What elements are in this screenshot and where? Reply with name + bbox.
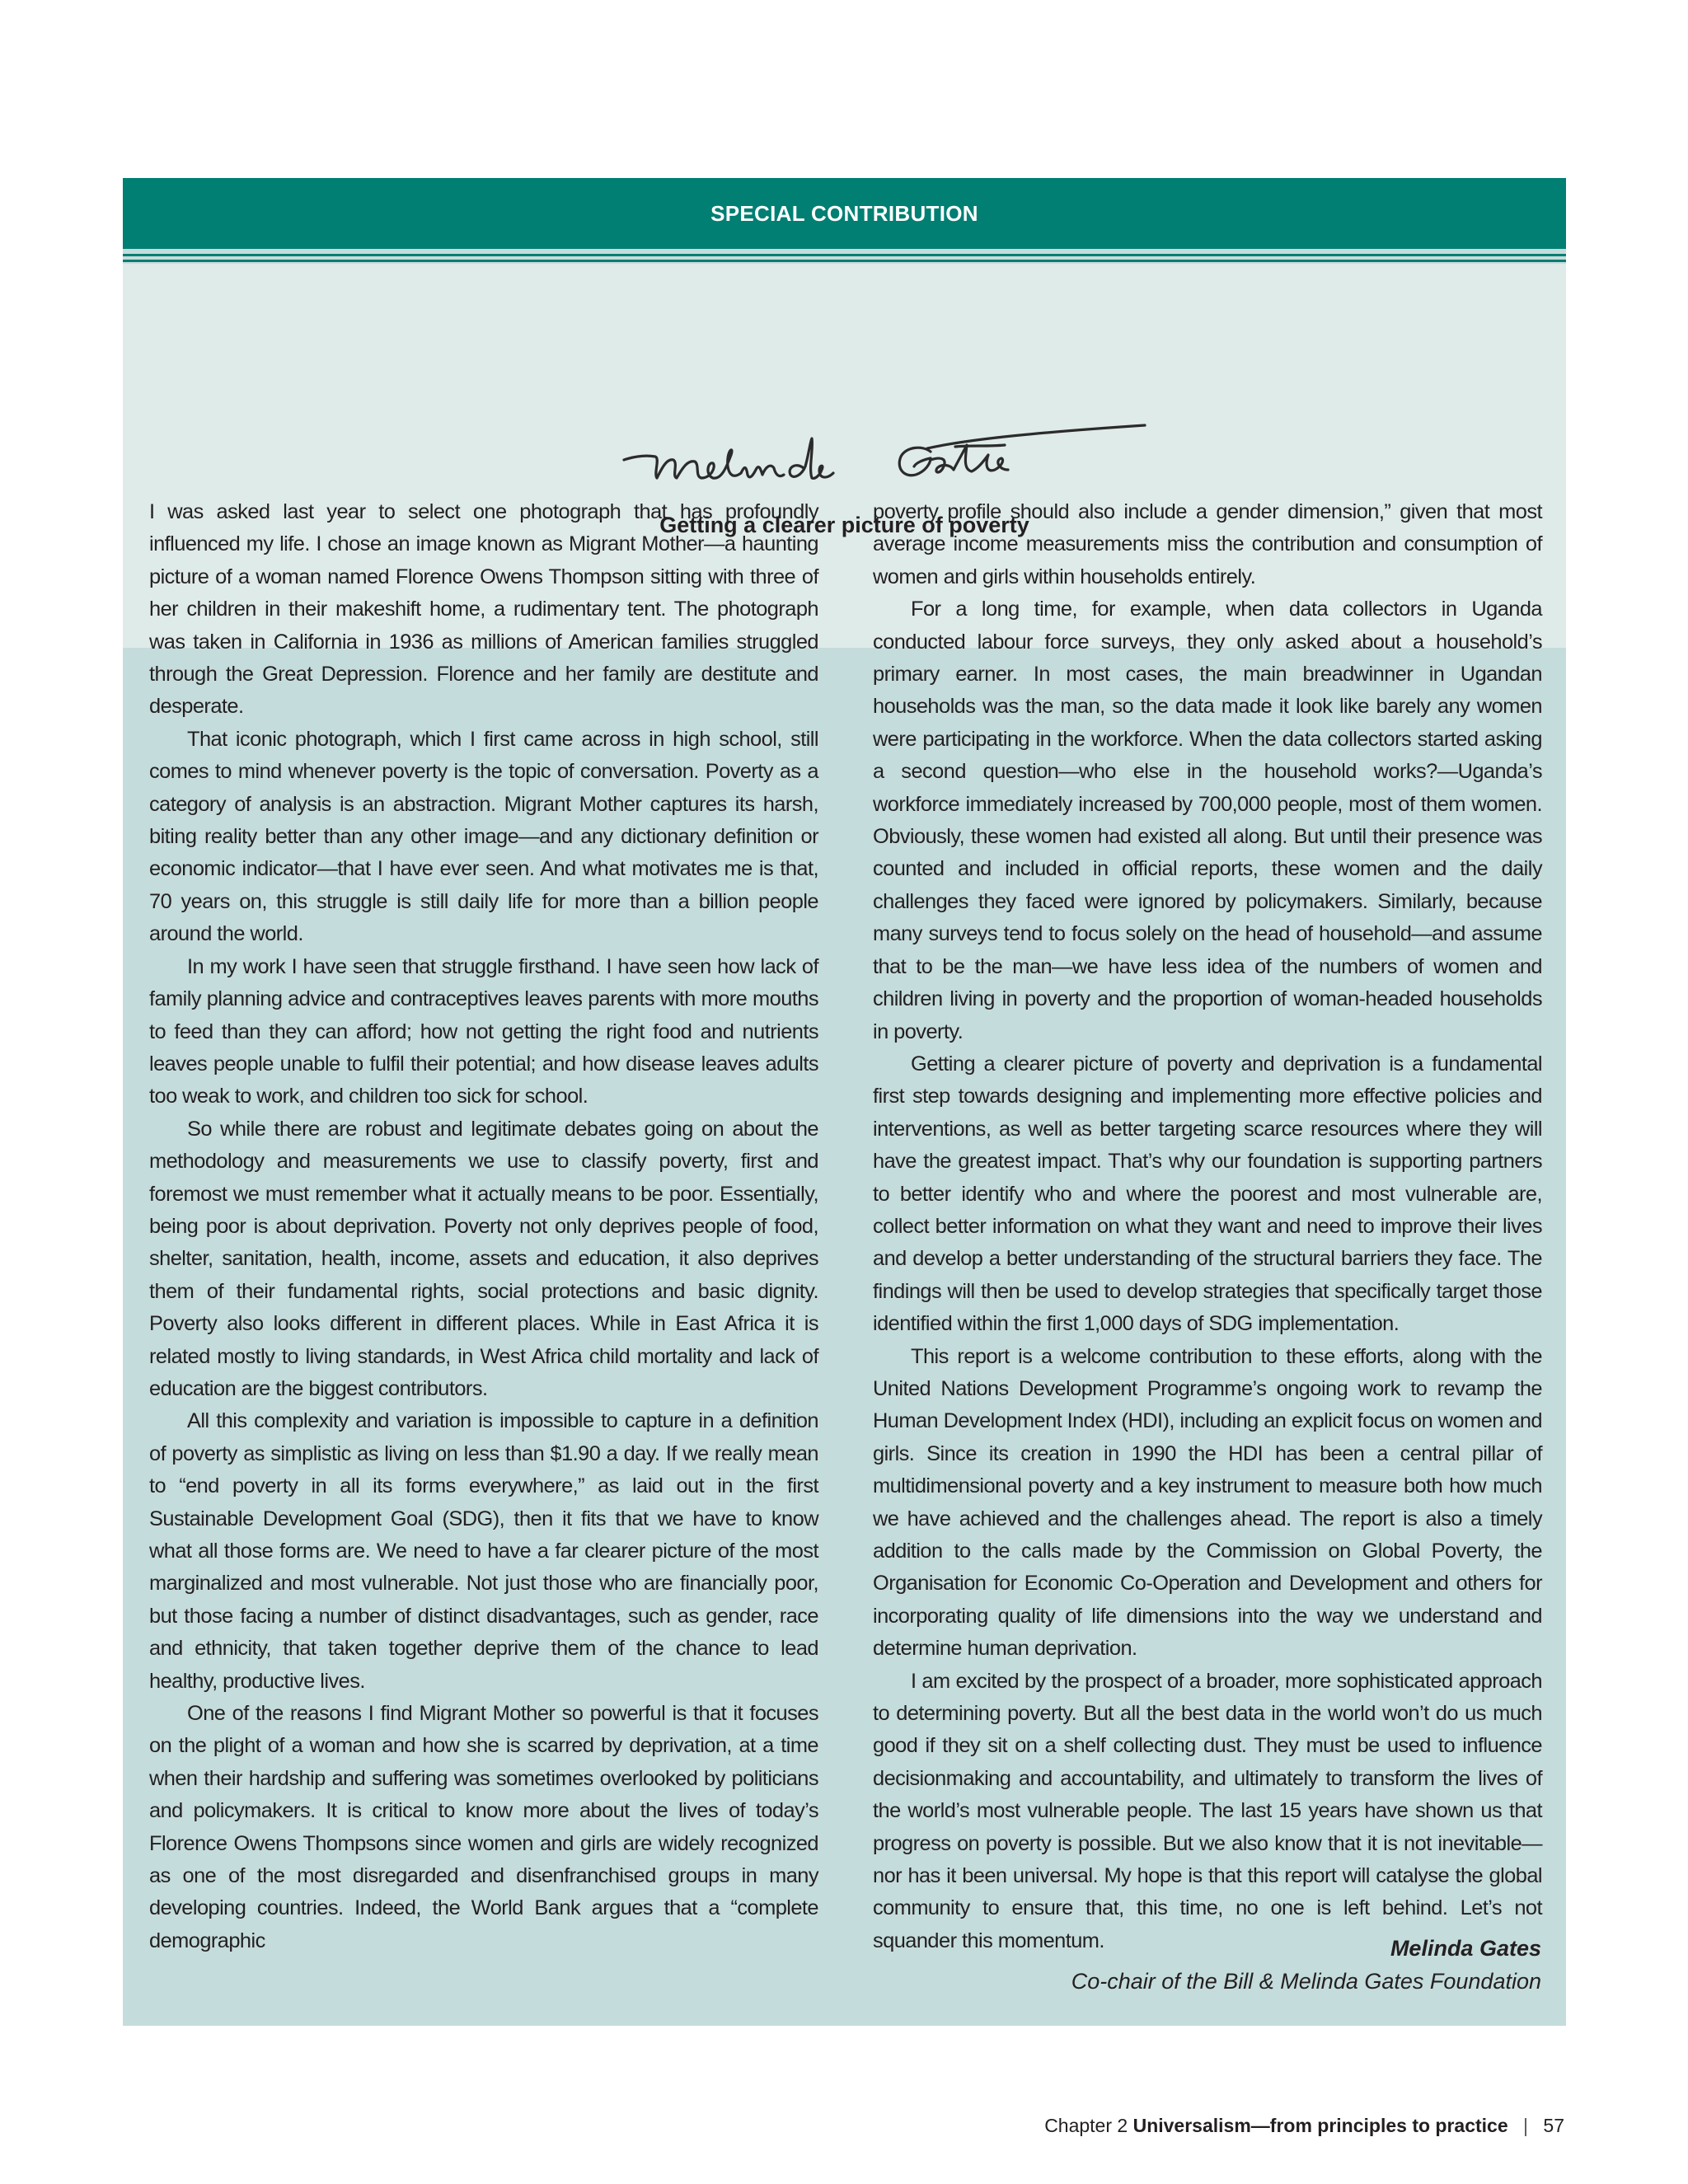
chapter-label: Chapter 2: [1044, 2115, 1128, 2136]
article-title: Getting a clearer picture of poverty: [659, 513, 1029, 537]
page-number: 57: [1543, 2115, 1564, 2136]
paragraph: One of the reasons I find Migrant Mother so powerful is that it focuses on the plight of a woman and how she is scarred by deprivation, at a time when their hardship and suffering was sometimes overlooked by politicians and policymakers. It is critical to know more about the lives of today’s Florence Owens Thompsons since women and girls are widely recognized as one of the most disregarded and disenfranchised groups in many developing countries. Indeed, the World Bank argues that a “complete demographic: [149, 1702, 818, 1952]
footer-separator: |: [1523, 2115, 1529, 2136]
paragraph: All this complexity and variation is impossible to capture in a definition of poverty as simplistic as living on less than $1.90 a day. If we really mean to “end poverty in all its forms everywhere,” as laid out in the first Sustainable Development Goal (SDG), then it fits that we have to know what all those forms are. We need to have a far clearer picture of the most marginalized and most vulnerable. Not just those who are financially poor, but those facing a number of distinct disadvantages, such as gender, race and ethnicity, that taken together deprive them of the chance to lead healthy, productive lives.: [149, 1409, 818, 1693]
paragraph: For a long time, for example, when data collectors in Uganda conducted labour force surveys, they only asked about a household’s primary earner. In most cases, the main breadwinner in Ugandan households was the man, so the data made it look like barely any women were participating in the workforce. When the data collectors started asking a second question—who else in the household works?—Uganda’s workforce immediately increased by 700,000 people, most of them women. Obviously, these women had existed all along. But until their presence was counted and included in official reports, these women and the daily challenges they faced were ignored by policymakers. Similarly, because many surveys tend to focus solely on the head of household—and assume that to be the man—we have less idea of the numbers of women and children living in poverty and the proportion of woman-headed households in poverty.: [873, 598, 1542, 1043]
paragraph: That iconic photograph, which I first came across in high school, still comes to mind whenever poverty is the topic of conversation. Poverty as a category of analysis is an abstraction. Migrant Mother captures its harsh, biting reality better than any other image—and any dictionary definition or economic indicator—that I have ever seen. And what motivates me is that, 70 years on, this struggle is still daily life for more than a billion people around the world.: [149, 727, 818, 946]
chapter-title: Universalism—from principles to practice: [1132, 2115, 1508, 2136]
paragraph: This report is a welcome contribution to these efforts, along with the United Nations Development Programme’s ongoing work to revamp the Human Development Index (HDI), including an explicit focus on women and girls. Since its creation in 1990 the HDI has been a central pillar of multidimensional poverty and a key instrument to measure both how much we have achieved and the challenges ahead. The report is also a timely addition to the calls made by the Commission on Global Poverty, the Organisation for Economic Co-Operation and Development and others for incorporating quality of life dimensions into the way we understand and determine human deprivation.: [873, 1344, 1542, 1661]
page-footer: [1044, 2115, 1564, 2137]
author-block: [1071, 1932, 1541, 1998]
banner-rule-bottom: [123, 260, 1566, 262]
author-name: Melinda Gates: [1390, 1936, 1541, 1961]
section-banner: [123, 178, 1566, 249]
left-column: [149, 496, 818, 1957]
handwritten-signature: [617, 409, 1186, 499]
paragraph: I was asked last year to select one photograph that has profoundly influenced my life. I chose an image known as Migrant Mother—a haunting picture of a woman named Florence Owens Thompson sitting with three of her children in their makeshift home, a rudimentary tent. The photograph was taken in California in 1936 as millions of American families struggled through the Great Depression. Florence and her family are destitute and desperate.: [149, 500, 818, 719]
paragraph: Getting a clearer picture of poverty and deprivation is a fundamental first step towards designing and implementing more effective policies and interventions, as well as better targeting scarce resources where they will have the greatest impact. That’s why our foundation is supporting partners to better identify who and where the poorest and most vulnerable are, collect better information on what they want and need to improve their lives and develop a better understanding of the structural barriers they face. The findings will then be used to develop strategies that specifically target those identified within the first 1,000 days of SDG implementation.: [873, 1052, 1542, 1336]
paragraph: So while there are robust and legitimate debates going on about the methodology and measurements we use to classify poverty, first and foremost we must remember what it actually means to be poor. Essentially, being poor is about deprivation. Poverty not only deprives people of food, shelter, sanitation, health, income, assets and education, it also deprives them of their fundamental rights, social protections and basic dignity. Poverty also looks different in different places. While in East Africa it is related mostly to living standards, in West Africa child mortality and lack of education are the biggest contributors.: [149, 1117, 818, 1400]
paragraph: In my work I have seen that struggle firsthand. I have seen how lack of family planning advice and contraceptives leaves parents with more mouths to feed than they can afford; how not getting the right food and nutrients leaves people unable to fulfil their potential; and how disease leaves adults too weak to work, and children too sick for school.: [149, 954, 818, 1108]
author-title: Co-chair of the Bill & Melinda Gates Foundation: [1071, 1969, 1541, 1994]
banner-label: SPECIAL CONTRIBUTION: [710, 200, 978, 226]
special-contribution-box: [123, 178, 1566, 2026]
right-column: [873, 496, 1542, 1957]
banner-rule-top: [123, 254, 1566, 256]
paragraph: I am excited by the prospect of a broader, more sophisticated approach to determining poverty. But all the best data in the world won’t do us much good if they sit on a shelf collecting dust. They must be used to influence decisionmaking and accountability, and ultimately to transform the lives of the world’s most vulnerable people. The last 15 years have shown us that progress on poverty is possible. But we also know that it is not inevitable—nor has it been universal. My hope is that this report will catalyse the global community to ensure that, this time, no one is left behind. Let’s not squander this momentum.: [873, 1669, 1542, 1952]
paragraph: poverty profile should also include a gender dimension,” given that most average income measurements miss the contribution and consumption of women and girls within households entirely.: [873, 500, 1542, 588]
